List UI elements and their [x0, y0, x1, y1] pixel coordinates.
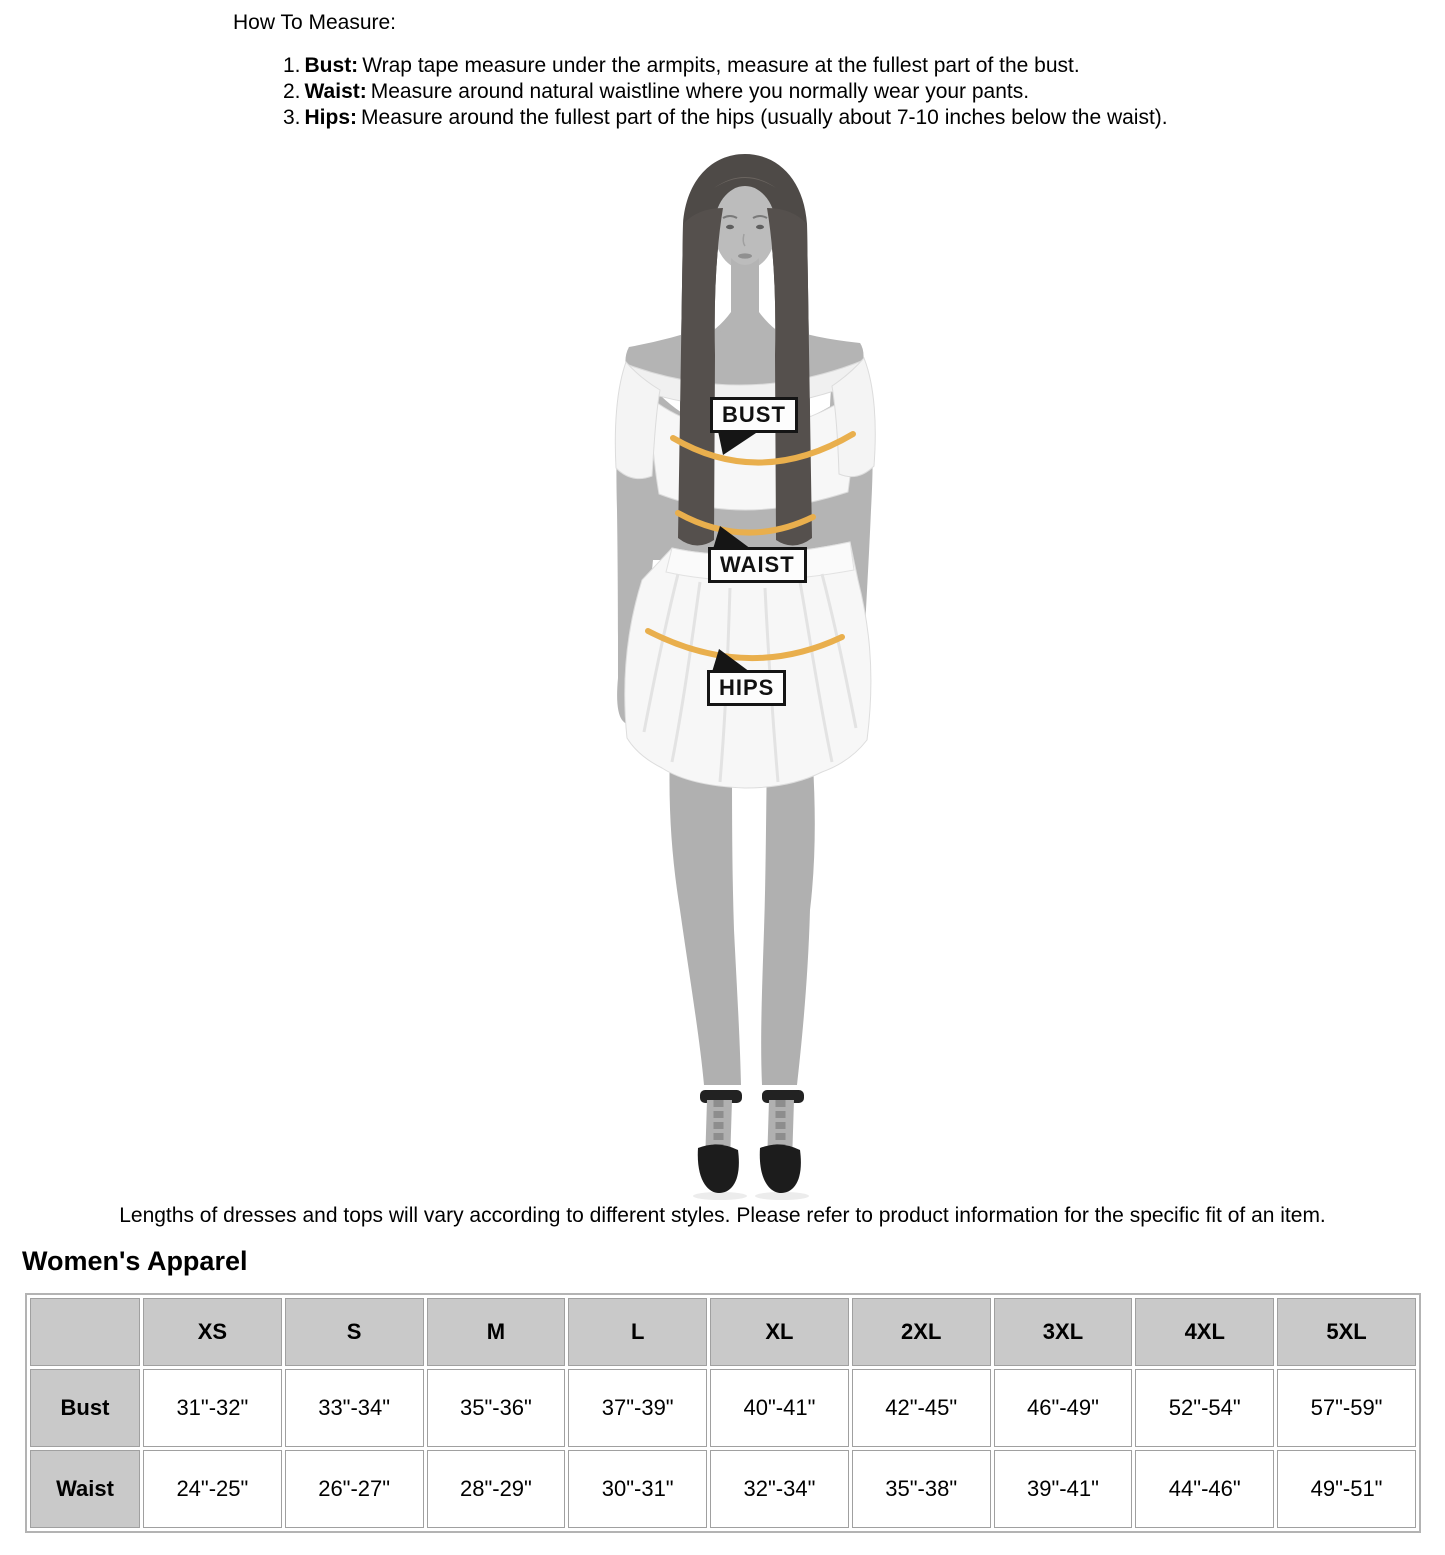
row-label: Bust: [30, 1369, 140, 1447]
size-column-header: XL: [710, 1298, 849, 1366]
waist-label: WAIST: [708, 547, 807, 583]
step-number: 3.: [283, 106, 301, 129]
bust-row: [30, 1369, 1416, 1447]
measure-step-waist: [283, 79, 1168, 105]
waist-value: 26"-27": [285, 1450, 424, 1528]
bust-value: 40"-41": [710, 1369, 849, 1447]
step-text: Wrap tape measure under the armpits, measure at the fullest part of the bust.: [362, 54, 1080, 77]
size-column-header: 4XL: [1135, 1298, 1274, 1366]
measure-steps-list: [233, 53, 1168, 131]
row-label: Waist: [30, 1450, 140, 1528]
hips-label: HIPS: [707, 670, 786, 706]
how-to-measure-title: How To Measure:: [233, 11, 397, 34]
bust-value: 35"-36": [427, 1369, 566, 1447]
step-label: Bust:: [304, 54, 359, 77]
waist-value: 24"-25": [143, 1450, 282, 1528]
waist-value: 35"-38": [852, 1450, 991, 1528]
waist-value: 30"-31": [568, 1450, 707, 1528]
step-label: Waist:: [304, 80, 367, 103]
size-column-header: S: [285, 1298, 424, 1366]
waist-value: 28"-29": [427, 1450, 566, 1528]
step-text: Measure around the fullest part of the hips (usually about 7-10 inches below the waist).: [361, 106, 1168, 129]
size-table-title: Women's Apparel: [22, 1246, 248, 1276]
bust-value: 52"-54": [1135, 1369, 1274, 1447]
size-header-row: [30, 1298, 1416, 1366]
waist-row: [30, 1450, 1416, 1528]
table-corner-cell: [30, 1298, 140, 1366]
step-number: 2.: [283, 80, 301, 103]
size-column-header: M: [427, 1298, 566, 1366]
bust-value: 31"-32": [143, 1369, 282, 1447]
how-to-measure-section: [233, 10, 1168, 131]
fit-disclaimer-text: Lengths of dresses and tops will vary according to different styles. Please refer to product information for the specific fit of an item.: [119, 1204, 1326, 1227]
bust-label: BUST: [710, 397, 798, 433]
bust-value: 33"-34": [285, 1369, 424, 1447]
size-column-header: L: [568, 1298, 707, 1366]
size-column-header: XS: [143, 1298, 282, 1366]
bust-value: 57"-59": [1277, 1369, 1416, 1447]
bust-value: 46"-49": [994, 1369, 1133, 1447]
bust-value: 42"-45": [852, 1369, 991, 1447]
size-chart-table: [25, 1293, 1421, 1533]
size-column-header: 5XL: [1277, 1298, 1416, 1366]
step-number: 1.: [283, 54, 301, 77]
measure-step-bust: [283, 53, 1168, 79]
waist-value: 44"-46": [1135, 1450, 1274, 1528]
size-column-header: 3XL: [994, 1298, 1133, 1366]
measure-step-hips: [283, 105, 1168, 131]
measurement-model-figure: [560, 150, 960, 1205]
bust-value: 37"-39": [568, 1369, 707, 1447]
size-column-header: 2XL: [852, 1298, 991, 1366]
waist-value: 39"-41": [994, 1450, 1133, 1528]
step-label: Hips:: [304, 106, 358, 129]
step-text: Measure around natural waistline where you normally wear your pants.: [370, 80, 1030, 103]
waist-value: 32"-34": [710, 1450, 849, 1528]
waist-value: 49"-51": [1277, 1450, 1416, 1528]
